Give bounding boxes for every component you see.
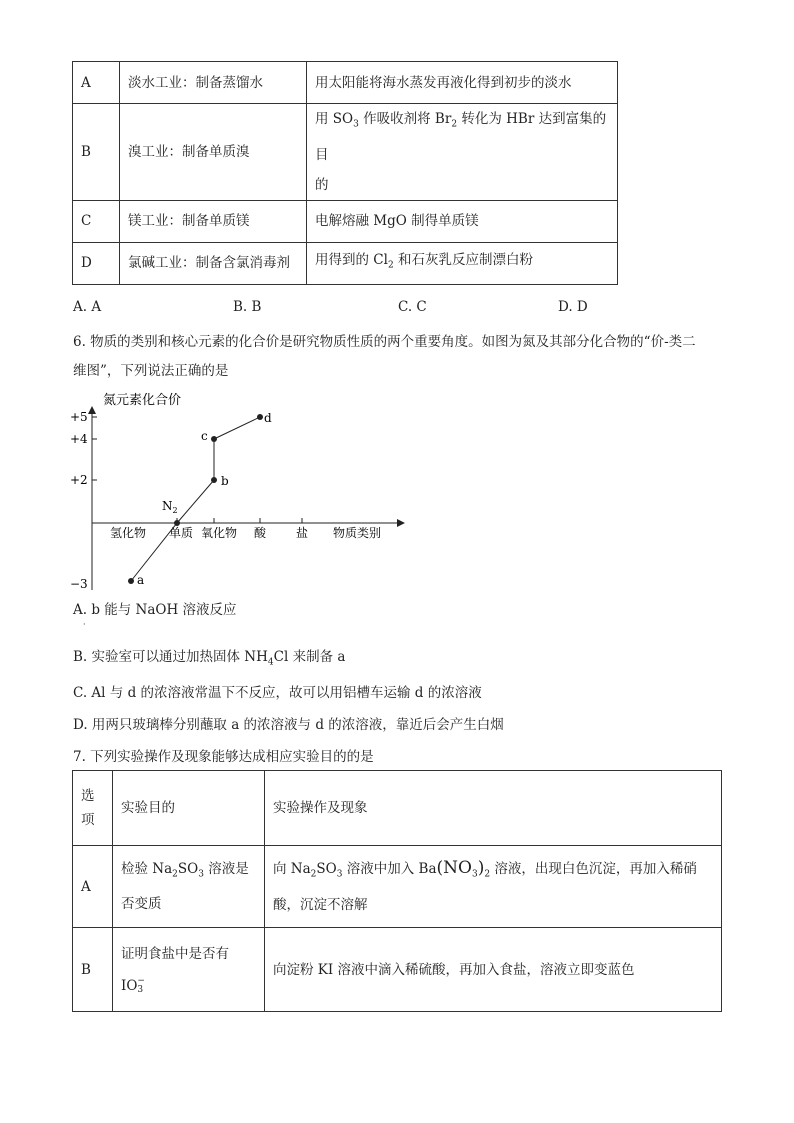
table-row	[73, 242, 618, 284]
table-row	[73, 846, 722, 928]
industry-cell: 镁工业：制备单质镁	[120, 200, 307, 242]
y-axis-label: 氮元素化合价	[103, 393, 182, 408]
method-cell: 电解熔融 MgO 制得单质镁	[307, 200, 618, 242]
point-label-b: b	[221, 474, 229, 488]
row-letter: B	[73, 928, 113, 1012]
point-label-n2: $N_2$	[162, 499, 178, 515]
q5-option-b: B. B	[233, 299, 262, 315]
method-cell: 用太阳能将海水蒸发再液化得到初步的淡水	[307, 62, 618, 104]
xtick-label: 盐	[296, 526, 309, 540]
q5-option-d: D. D	[558, 299, 588, 315]
ytick-label: +5	[70, 410, 88, 424]
stray-mark: ·	[83, 620, 86, 629]
table-row	[73, 928, 722, 1012]
q7-stem: 7. 下列实验操作及现象能够达成相应实验目的的是	[73, 749, 374, 765]
ytick-label: +4	[70, 432, 88, 446]
operation-cell: 向 $Na_2SO_3$ 溶液中加入 $Ba(NO_3)_2$ 溶液，出现白色沉淀，再加入稀硝 酸，沉淀不溶解	[265, 846, 722, 928]
q6-stem-line1: 6. 物质的类别和核心元素的化合价是研究物质性质的两个重要角度。如图为氮及其部分化合物的“价-类二	[73, 334, 696, 350]
ytick-label: +2	[70, 473, 88, 487]
method-cell: 用得到的 $Cl_2$ 和石灰乳反应制漂白粉	[307, 242, 618, 284]
header-operation: 实验操作及现象	[265, 771, 722, 846]
point-n2	[174, 520, 180, 526]
x-axis-label: 物质类别	[333, 526, 382, 540]
purpose-cell: 检验 $Na_2SO_3$ 溶液是 否变质	[113, 846, 265, 928]
series-line	[214, 417, 260, 480]
q5-option-c: C. C	[398, 299, 427, 315]
q6-option-a: A. b 能与 NaOH 溶液反应	[73, 602, 237, 618]
method-cell: 用 $SO_3$ 作吸收剂将 $Br_2$ 转化为 HBr 达到富集的目 的	[307, 104, 618, 201]
xtick-label: 单质	[169, 526, 194, 540]
q6-option-d: D. 用两只玻璃棒分别蘸取 a 的浓溶液与 d 的浓溶液，靠近后会产生白烟	[73, 717, 504, 733]
xtick-label: 氧化物	[201, 526, 238, 540]
point-label-c: c	[201, 429, 208, 443]
row-letter: A	[73, 62, 120, 104]
valence-class-chart	[70, 385, 420, 600]
xtick-label: 氢化物	[110, 526, 147, 540]
industry-cell: 淡水工业：制备蒸馏水	[120, 62, 307, 104]
xtick-label: 酸	[254, 526, 267, 540]
table-row	[73, 200, 618, 242]
industry-cell: 溴工业：制备单质溴	[120, 104, 307, 201]
point-a	[128, 578, 134, 584]
point-label-d: d	[264, 411, 272, 425]
header-option: 选 项	[73, 771, 113, 846]
point-c	[211, 436, 217, 442]
operation-cell: 向淀粉 KI 溶液中滴入稀硫酸，再加入食盐，溶液立即变蓝色	[265, 928, 722, 1012]
y-ticks	[70, 410, 97, 591]
header-purpose: 实验目的	[113, 771, 265, 846]
q6-option-c: C. Al 与 d 的浓溶液常温下不反应，故可以用铝槽车运输 d 的浓溶液	[73, 685, 482, 701]
row-letter: D	[73, 242, 120, 284]
point-d	[257, 414, 263, 420]
ytick-label: −3	[70, 577, 88, 591]
q5-option-a: A. A	[73, 299, 102, 315]
purpose-cell: 证明食盐中是否有 IO− 3	[113, 928, 265, 1012]
table-header-row	[73, 771, 722, 846]
table-row	[73, 104, 618, 201]
point-b	[211, 477, 217, 483]
q5-table	[72, 61, 618, 285]
table-row	[73, 62, 618, 104]
row-letter: C	[73, 200, 120, 242]
point-label-a: a	[137, 573, 145, 587]
industry-cell: 氯碱工业：制备含氯消毒剂	[120, 242, 307, 284]
row-letter: B	[73, 104, 120, 201]
x-ticks	[110, 518, 381, 540]
q6-stem-line2: 维图”，下列说法正确的是	[73, 363, 229, 379]
q7-table	[72, 770, 722, 1012]
row-letter: A	[73, 846, 113, 928]
q6-option-b: B. 实验室可以通过加热固体 $NH_4Cl$ 来制备 a	[73, 649, 346, 668]
